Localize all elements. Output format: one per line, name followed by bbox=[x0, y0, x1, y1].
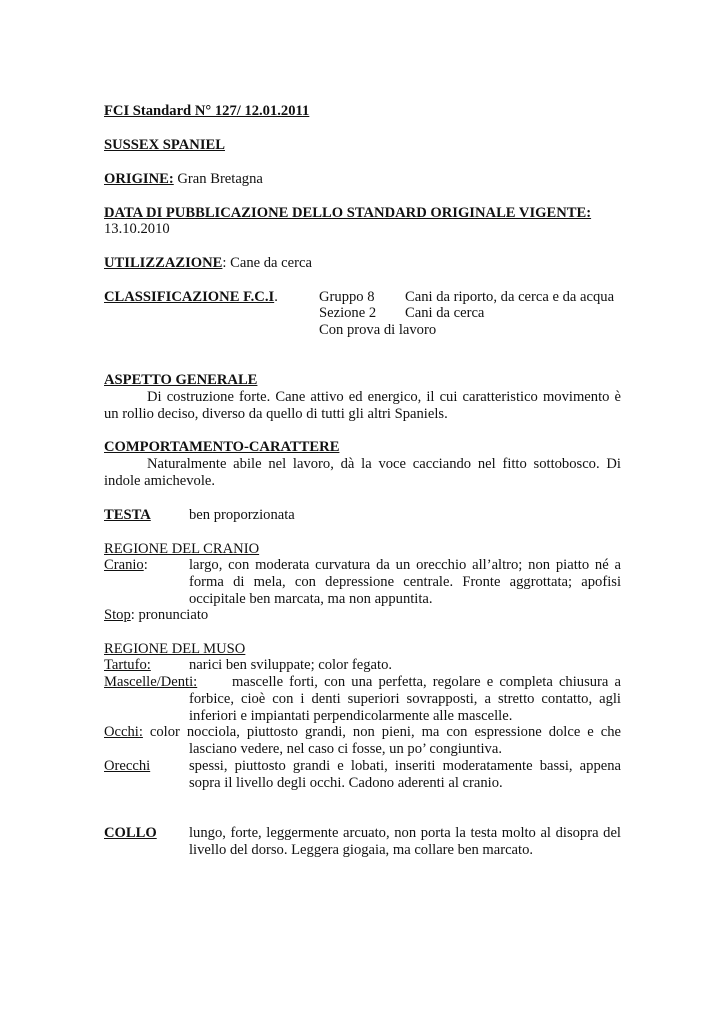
standard-number: FCI Standard N° 127/ 12.01.2011 bbox=[104, 103, 310, 119]
classification-work-trial: Con prova di lavoro bbox=[319, 322, 437, 338]
cranial-region-heading: REGIONE DEL CRANIO bbox=[104, 541, 260, 557]
classification-dot: . bbox=[274, 289, 278, 305]
utilization-line bbox=[104, 255, 312, 272]
publication-label: DATA DI PUBBLICAZIONE DELLO STANDARD ORIGINALE VIGENTE: bbox=[104, 205, 592, 221]
ears-label-wrap bbox=[104, 758, 150, 775]
stop-label: Stop bbox=[104, 607, 131, 623]
breed-title: SUSSEX SPANIEL bbox=[104, 137, 225, 153]
origin-label: ORIGINE: bbox=[104, 171, 174, 187]
classification-group: Gruppo 8 bbox=[319, 289, 375, 305]
classification-label-line bbox=[104, 289, 278, 306]
stop-text: : pronunciato bbox=[130, 607, 209, 623]
classification-group-desc: Cani da riporto, da cerca e da acqua bbox=[405, 289, 615, 305]
facial-region-heading: REGIONE DEL MUSO bbox=[104, 641, 246, 657]
eyes-label: Occhi: bbox=[104, 724, 143, 740]
skull-colon: : bbox=[143, 557, 148, 573]
classification-section: Sezione 2 bbox=[319, 305, 377, 321]
skull-label-wrap bbox=[104, 557, 148, 574]
behaviour-text: Naturalmente abile nel lavoro, dà la voce cacciando nel fitto sottobosco. Di indole amichevole. bbox=[104, 456, 621, 489]
eyes-text-rest: lasciano vedere, nel caso ci fosse, un po’ congiuntiva. bbox=[189, 741, 502, 757]
skull-text: largo, con moderata curvatura da un orecchio all’altro; non piatto né a forma di mela, con depressione centrale. Fronte aggrottata; apofisi occipitale ben marcata, ma non appuntita. bbox=[189, 557, 621, 607]
eyes-text-first: color nocciola, piuttosto grandi, non pieni, ma con espressione dolce e che bbox=[142, 724, 621, 740]
jaws-label: Mascelle/Denti: bbox=[104, 674, 198, 690]
utilization-value: : Cane da cerca bbox=[222, 255, 312, 271]
skull-label: Cranio bbox=[104, 557, 144, 573]
neck-heading: COLLO bbox=[104, 825, 157, 841]
general-appearance-heading: ASPETTO GENERALE bbox=[104, 372, 258, 388]
behaviour-heading: COMPORTAMENTO-CARATTERE bbox=[104, 439, 340, 455]
stop-entry bbox=[104, 607, 208, 624]
ears-label: Orecchi bbox=[104, 758, 151, 774]
general-appearance-text: Di costruzione forte. Cane attivo ed energico, il cui caratteristico movimento è un rollio deciso, diverso da quello di tutti gli altri Spaniels. bbox=[104, 389, 621, 422]
nose-label: Tartufo: bbox=[104, 657, 151, 673]
classification-section-desc: Cani da cerca bbox=[405, 305, 485, 321]
origin-line bbox=[104, 171, 263, 188]
head-text: ben proporzionata bbox=[189, 507, 295, 523]
ears-text: spessi, piuttosto grandi e lobati, inseriti moderatamente bassi, appena sopra il livello degli occhi. Cadono aderenti al cranio. bbox=[189, 758, 621, 791]
nose-entry bbox=[104, 657, 151, 674]
origin-value: Gran Bretagna bbox=[173, 171, 263, 187]
jaws-text: mascelle forti, con una perfetta, regolare e completa chiusura a forbice, cioè con i denti superiori sovrapposti, a stretto contatto, agli inferiori e impiantati perpendicolarmente alle mascelle. bbox=[189, 674, 621, 724]
eyes-first-line bbox=[104, 724, 621, 741]
utilization-label: UTILIZZAZIONE bbox=[104, 255, 223, 271]
head-heading: TESTA bbox=[104, 507, 151, 523]
nose-text: narici ben sviluppate; color fegato. bbox=[189, 657, 393, 673]
neck-text: lungo, forte, leggermente arcuato, non porta la testa molto al disopra del livello del dorso. Leggera giogaia, ma collare ben marcato. bbox=[189, 825, 621, 858]
publication-date: 13.10.2010 bbox=[104, 221, 170, 237]
jaws-label-wrap bbox=[104, 674, 197, 691]
classification-label: CLASSIFICAZIONE F.C.I bbox=[104, 289, 275, 305]
